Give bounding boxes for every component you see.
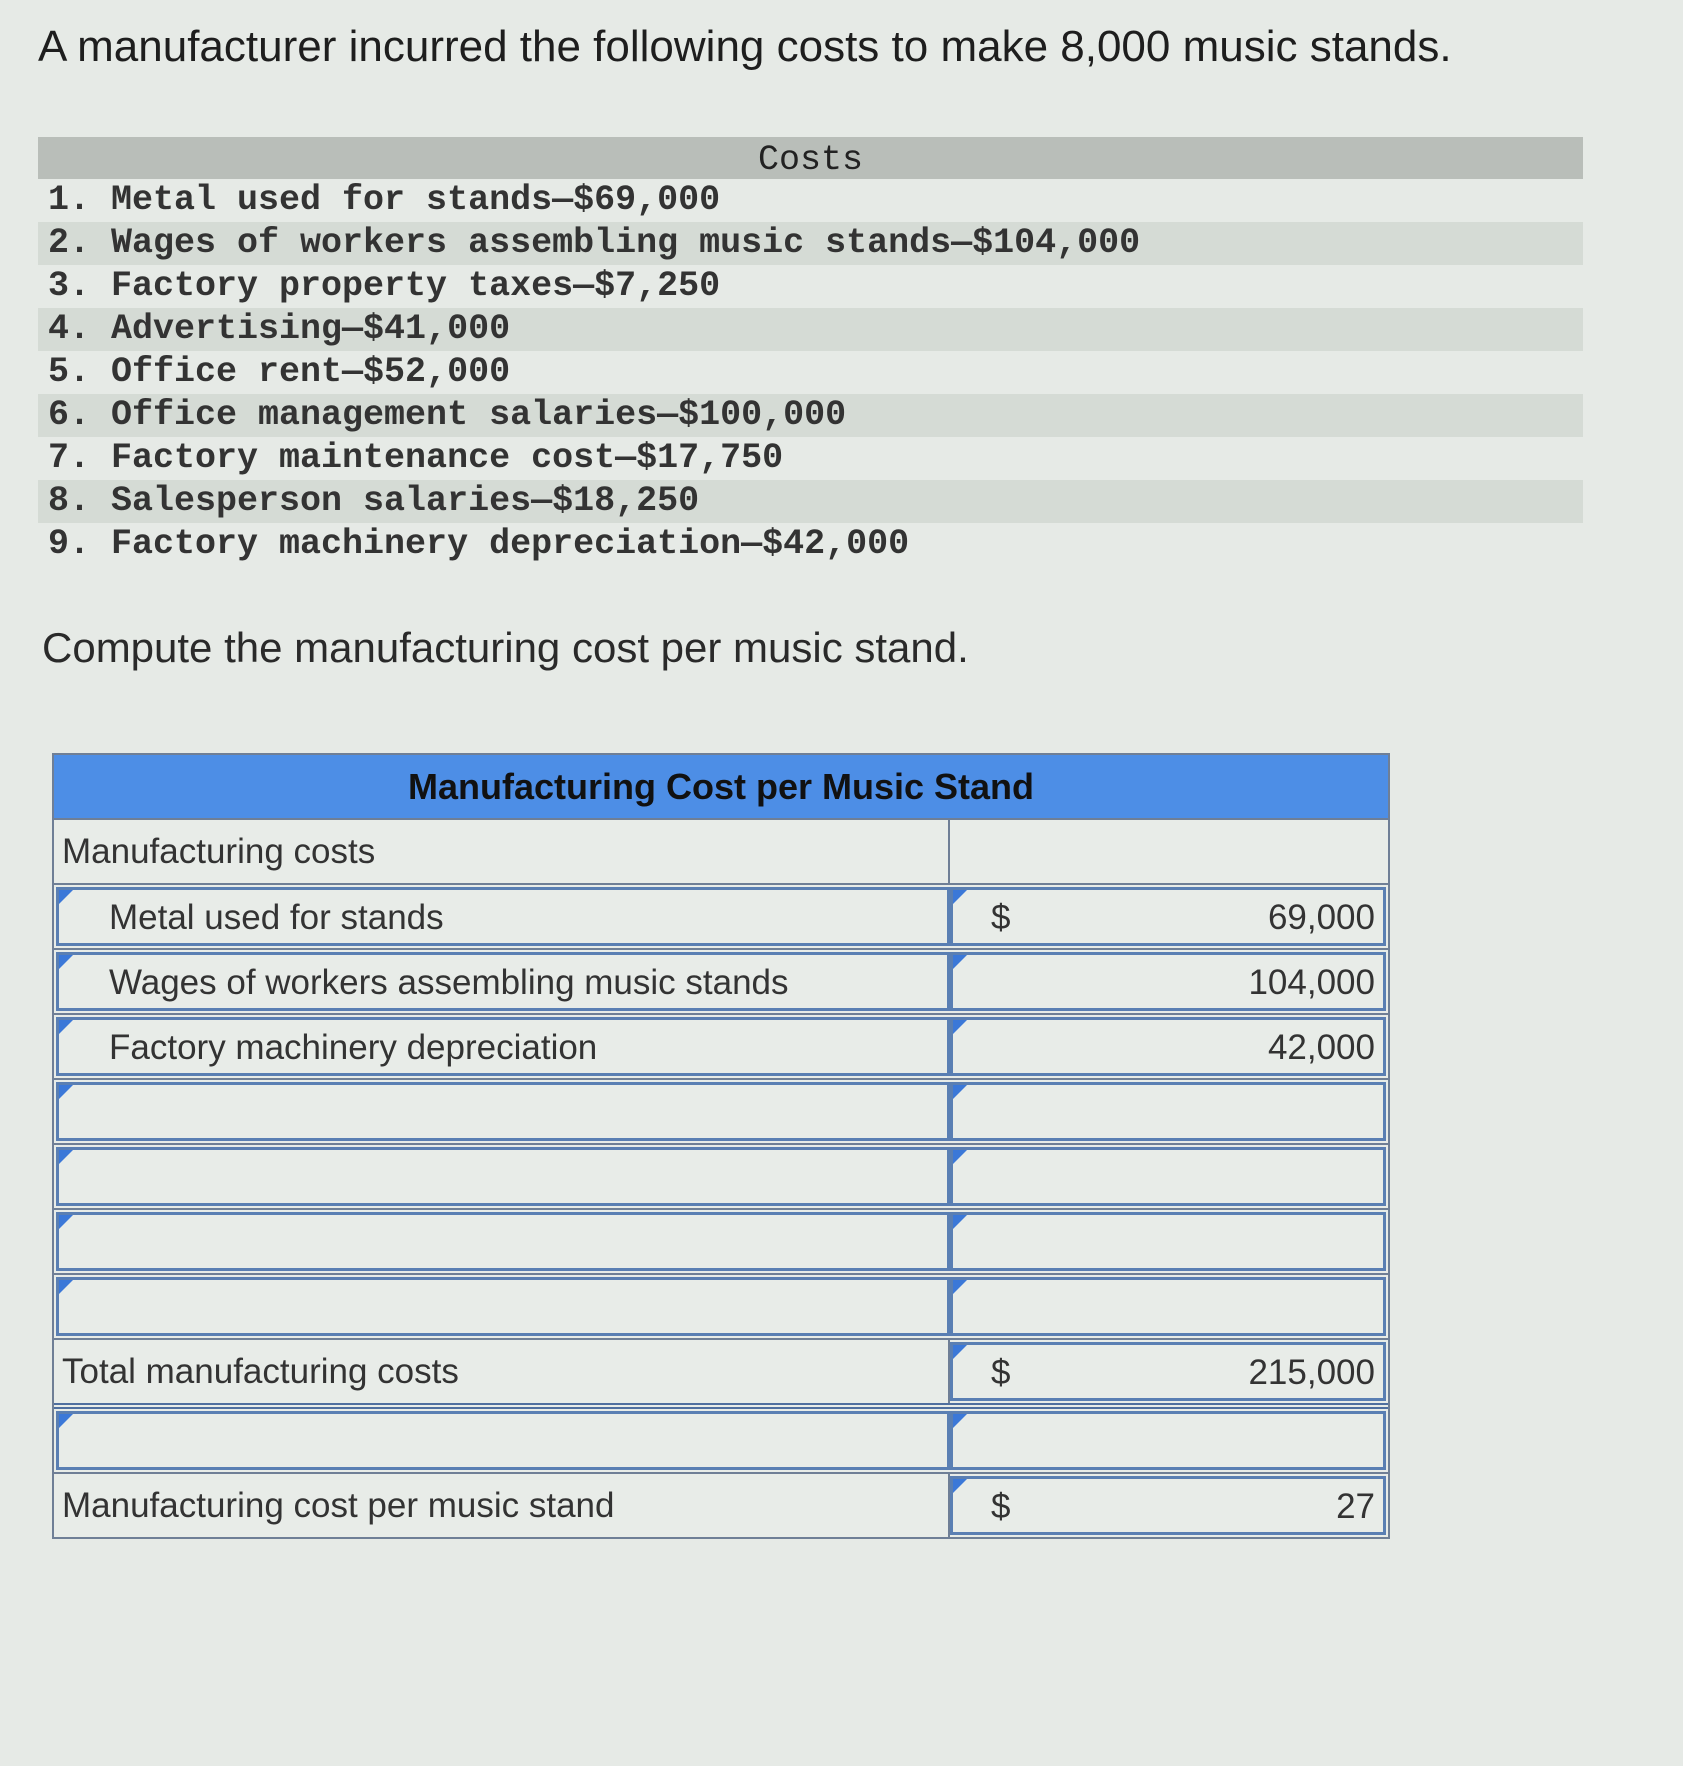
section-label: Manufacturing costs [54,820,950,883]
table-row [54,885,1388,950]
dropdown-marker-icon [953,955,967,969]
cost-label-text: Metal used for stands [109,898,444,937]
table-row [54,1145,1388,1210]
costs-list [38,137,1583,566]
per-unit-amount-value: 27 [1336,1487,1375,1526]
section-value-cell [950,820,1388,883]
amount-value: 69,000 [1267,898,1375,937]
dropdown-marker-icon [953,1479,967,1493]
dropdown-marker-icon [59,890,73,904]
cost-item: 2. Wages of workers assembling music stands—$104,000 [38,222,1583,265]
currency-symbol: $ [991,898,1011,937]
dropdown-marker-icon [59,955,73,969]
amount-value: 42,000 [1267,1028,1375,1067]
divisor-amount-input[interactable] [950,1411,1386,1470]
table-row [54,1015,1388,1080]
cost-item: 7. Factory maintenance cost—$17,750 [48,438,784,478]
table-title: Manufacturing Cost per Music Stand [54,755,1388,820]
cost-amount-input[interactable] [950,1277,1386,1336]
problem-statement: A manufacturer incurred the following costs to make 8,000 music stands. [38,22,1452,71]
divisor-row [54,1409,1388,1474]
per-unit-amount-input[interactable] [950,1476,1386,1535]
dropdown-marker-icon [953,1215,967,1229]
section-row [54,820,1388,885]
dropdown-marker-icon [953,1414,967,1428]
cost-amount-input[interactable] [950,952,1386,1011]
cost-label-dropdown[interactable] [56,1277,950,1336]
per-unit-label: Manufacturing cost per music stand [54,1474,950,1537]
dropdown-marker-icon [953,1020,967,1034]
cost-label-dropdown[interactable] [56,1212,950,1271]
dropdown-marker-icon [953,890,967,904]
cost-item: 5. Office rent—$52,000 [48,352,511,392]
dropdown-marker-icon [59,1414,73,1428]
cost-label-dropdown[interactable] [56,887,950,946]
dropdown-marker-icon [59,1215,73,1229]
cost-label-dropdown[interactable] [56,1147,950,1206]
cost-label-dropdown[interactable] [56,1017,950,1076]
costs-header: Costs [38,137,1583,179]
table-row [54,1210,1388,1275]
cost-label-dropdown[interactable] [56,1082,950,1141]
cost-item: 3. Factory property taxes—$7,250 [48,266,721,306]
cost-amount-input[interactable] [950,887,1386,946]
question-text: Compute the manufacturing cost per music stand. [42,624,969,671]
dropdown-marker-icon [59,1280,73,1294]
dropdown-marker-icon [59,1020,73,1034]
currency-symbol: $ [991,1487,1011,1526]
total-label: Total manufacturing costs [54,1340,950,1403]
total-row [54,1340,1388,1409]
table-row [54,1080,1388,1145]
cost-item: 1. Metal used for stands—$69,000 [48,180,721,220]
cost-item: 4. Advertising—$41,000 [38,308,1583,351]
cost-item: 8. Salesperson salaries—$18,250 [38,480,1583,523]
dropdown-marker-icon [953,1085,967,1099]
currency-symbol: $ [991,1353,1011,1392]
per-unit-row [54,1474,1388,1537]
cost-item: 6. Office management salaries—$100,000 [38,394,1583,437]
cost-label-dropdown[interactable] [56,952,950,1011]
table-row [54,950,1388,1015]
dropdown-marker-icon [953,1150,967,1164]
cost-label-text: Factory machinery depreciation [109,1028,598,1067]
table-row [54,1275,1388,1340]
dropdown-marker-icon [59,1085,73,1099]
cost-amount-input[interactable] [950,1017,1386,1076]
cost-item: 9. Factory machinery depreciation—$42,000 [48,524,910,564]
total-amount-input[interactable] [950,1342,1386,1401]
cost-label-text: Wages of workers assembling music stands [109,963,789,1002]
cost-amount-input[interactable] [950,1082,1386,1141]
amount-value: 104,000 [1248,963,1375,1002]
total-amount-value: 215,000 [1248,1353,1375,1392]
dropdown-marker-icon [953,1280,967,1294]
dropdown-marker-icon [953,1345,967,1359]
manufacturing-cost-table [52,753,1390,1539]
cost-amount-input[interactable] [950,1147,1386,1206]
divisor-label-dropdown[interactable] [56,1411,950,1470]
dropdown-marker-icon [59,1150,73,1164]
cost-amount-input[interactable] [950,1212,1386,1271]
